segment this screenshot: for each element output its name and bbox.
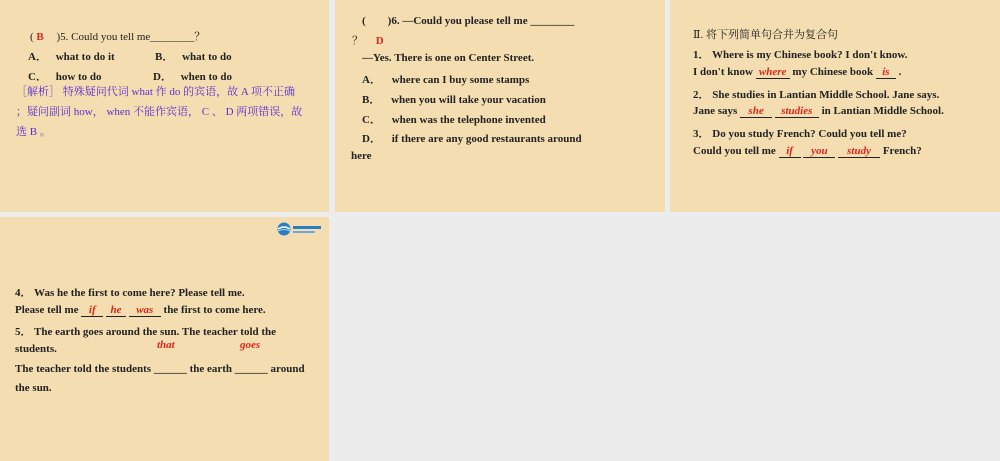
question-5-line-2: students.	[15, 343, 57, 355]
question-3-answer-line: Could you tell me if you study French?	[693, 145, 922, 157]
option-a: A． where can I buy some stamps	[362, 74, 530, 86]
answer-blank: is	[876, 67, 896, 79]
slide-panel-4	[0, 217, 329, 461]
option-c: C． when was the telephone invented	[362, 114, 546, 126]
option-b: B． what to do	[155, 51, 232, 63]
answer-blank: if	[779, 146, 801, 158]
slide-panel-1	[0, 0, 329, 212]
question-1-answer-line: I don't know where my Chinese book is .	[693, 66, 902, 78]
question-6-answer: D	[375, 35, 384, 47]
question-4-answer-line: Please tell me if he was the first to come here.	[15, 304, 266, 316]
question-5-line-1: 5． The earth goes around the sun. The teacher told the	[15, 326, 277, 338]
slide-panel-3	[670, 0, 1000, 212]
question-5-answer: B	[36, 31, 44, 43]
answer-blank: studies	[775, 106, 819, 118]
analysis-line-3: 选 B 。	[16, 126, 51, 138]
answer-text-2: goes	[240, 339, 261, 351]
answer-blank: study	[838, 146, 880, 158]
analysis-line-2: ；疑问副词 how， when 不能作宾语， C 、 D 两项错误，故	[16, 106, 303, 118]
reply-line: —Yes. There is one on Center Street.	[362, 52, 535, 64]
option-d: D． when to do	[153, 71, 233, 83]
answer-blank: was	[129, 305, 161, 317]
section-heading: Ⅱ. 将下列简单句合并为复合句	[693, 29, 838, 41]
option-b: B． when you will take your vacation	[362, 94, 546, 106]
answer-blank: where	[756, 67, 790, 79]
option-a: A． what to do it	[28, 51, 115, 63]
question-2: 2． She studies in Lantian Middle School. Jane says.	[693, 89, 940, 101]
slide-panel-2	[335, 0, 665, 212]
question-2-answer-line: Jane says she studies in Lantian Middle School.	[693, 105, 944, 117]
analysis-line-1: ［解析］ 特殊疑问代词 what 作 do 的宾语，故 A 项不正确	[16, 86, 295, 98]
answer-blank: you	[803, 146, 835, 158]
option-d: D． if there are any good restaurants around	[362, 133, 582, 145]
question-6-answer-line: ？ D	[352, 35, 384, 47]
question-5-line-3: The teacher told the students ______ the earth ______ around	[15, 363, 305, 375]
logo-icon	[277, 222, 323, 236]
option-c: C． how to do	[28, 71, 102, 83]
answer-blank: she	[740, 106, 772, 118]
answer-text-1: that	[157, 339, 175, 351]
answer-blank: he	[106, 305, 126, 317]
question-5: ( B )5. Could you tell me________？	[30, 31, 206, 43]
answer-blank: if	[81, 305, 103, 317]
option-d-continued: here	[351, 150, 372, 162]
question-6: ( )6. —Could you please tell me ________	[362, 15, 575, 27]
question-1: 1． Where is my Chinese book? I don't know.	[693, 49, 908, 61]
question-4: 4． Was he the first to come here? Please tell me.	[15, 287, 245, 299]
question-5-line-4: the sun.	[15, 382, 52, 394]
question-3: 3． Do you study French? Could you tell me?	[693, 128, 907, 140]
